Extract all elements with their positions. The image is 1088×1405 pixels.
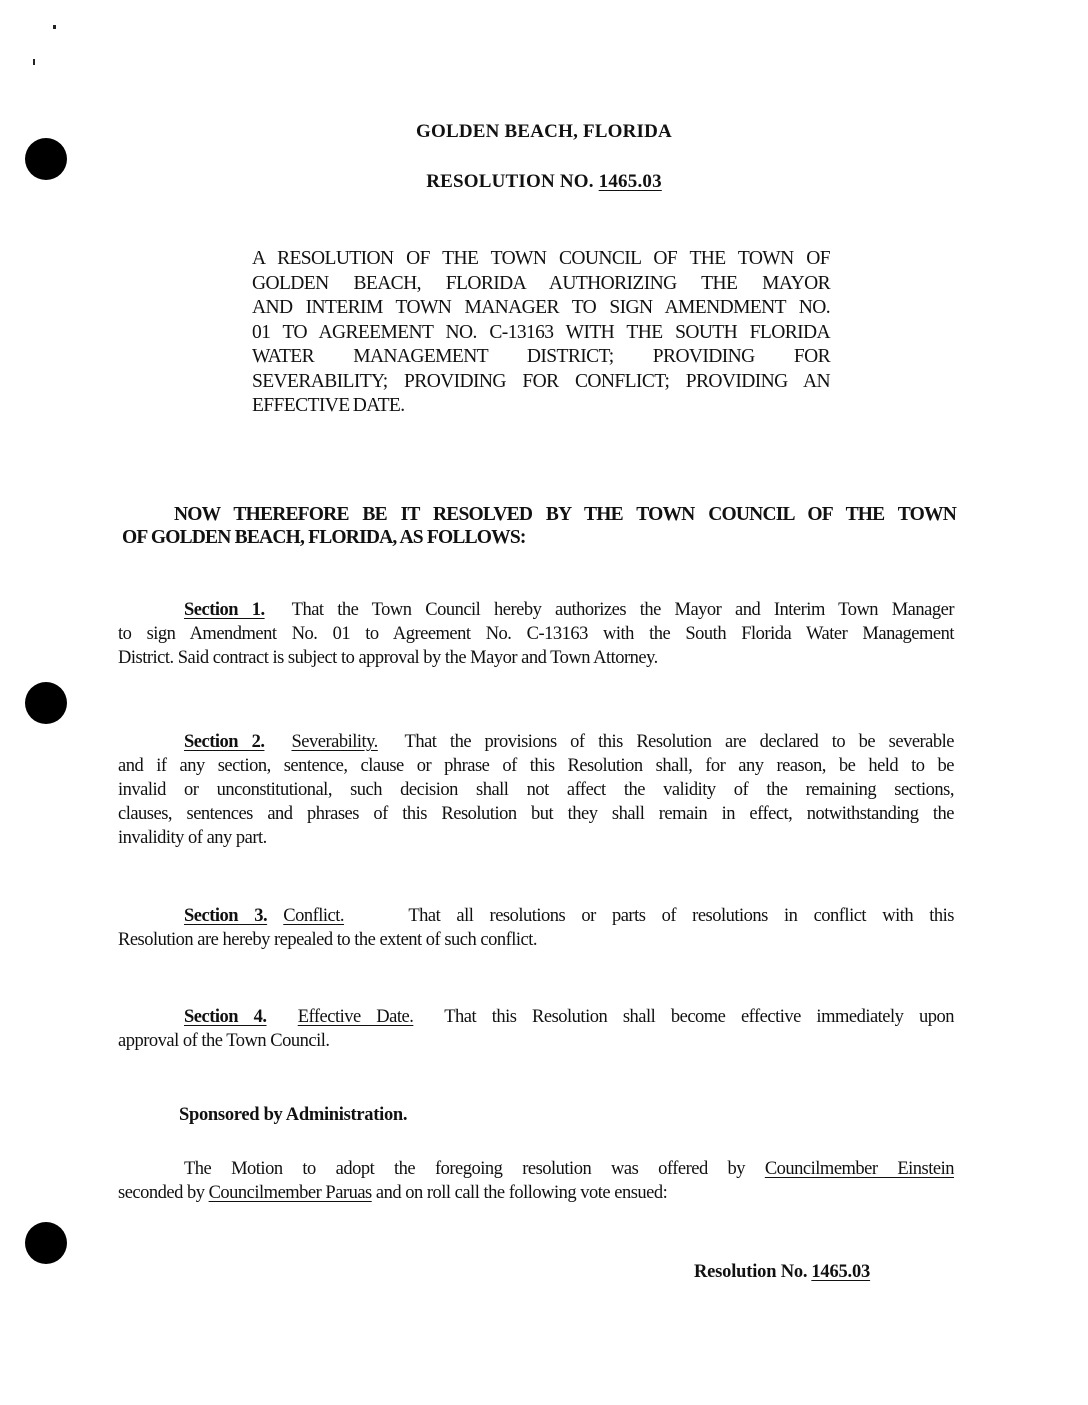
section-heading: Section 2. [184,732,265,752]
section-line [118,904,954,928]
resolution-number: 1465.03 [598,171,662,192]
punch-hole-bottom [25,1222,67,1264]
section-line: clauses, sentences and phrases of this Resolution but they shall remain in effect, notwithstanding the [118,804,954,824]
motion-line [118,1181,954,1205]
abstract-line: A RESOLUTION OF THE TOWN COUNCIL OF THE TOWN OF [252,248,830,269]
resolved-clause [122,503,956,549]
section-subheading: Effective Date. [297,1007,414,1027]
footer-resolution-label: Resolution No. [694,1262,808,1282]
section-text: That the provisions of this Resolution are declared to be severable [404,732,954,752]
abstract-line: GOLDEN BEACH, FLORIDA AUTHORIZING THE MAYOR [252,272,830,294]
section-heading: Section 3. [184,906,268,926]
motion-paragraph [118,1157,954,1205]
resolution-label: RESOLUTION NO. [426,171,594,192]
abstract-line: EFFECTIVE DATE. [252,395,405,416]
section-text: That this Resolution shall become effective immediately upon [444,1007,955,1027]
motion-text: The Motion to adopt the foregoing resolution was offered by [184,1159,746,1179]
scan-speck [33,59,35,65]
motion-line [118,1157,954,1181]
section-subheading: Conflict. [283,906,345,926]
resolution-abstract [252,247,830,419]
resolution-title [0,171,1088,193]
abstract-line: WATER MANAGEMENT DISTRICT; PROVIDING FOR [252,346,830,367]
abstract-line: AND INTERIM TOWN MANAGER TO SIGN AMENDMENT NO. [252,297,830,318]
section-line [118,730,954,754]
section-line: invalid or unconstitutional, such decision shall not affect the validity of the remaining sections, [118,780,954,800]
municipality-title: GOLDEN BEACH, FLORIDA [416,121,672,142]
section-line: approval of the Town Council. [118,1031,330,1051]
section-heading: Section 1. [184,600,265,620]
abstract-line: 01 TO AGREEMENT NO. C-13163 WITH THE SOUTH FLORIDA [252,321,830,343]
footer-resolution [694,1262,892,1283]
resolved-line: OF GOLDEN BEACH, FLORIDA, AS FOLLOWS: [122,527,526,548]
punch-hole-middle [25,682,67,724]
section-line: to sign Amendment No. 01 to Agreement No. C-13163 with the South Florida Water Management [118,624,954,644]
section-line: invalidity of any part. [118,828,267,848]
section-line: and if any section, sentence, clause or phrase of this Resolution shall, for any reason, be held to be [118,756,954,776]
motion-text: and on roll call the following vote ensued: [375,1183,668,1203]
section-line [118,598,954,622]
section-2 [118,730,954,850]
section-4 [118,1005,954,1053]
section-1 [118,598,954,670]
resolved-line: NOW THEREFORE BE IT RESOLVED BY THE TOWN COUNCIL OF THE TOWN [174,504,956,525]
scan-speck [53,25,56,29]
section-text: That the Town Council hereby authorizes the Mayor and Interim Town Manager [291,600,954,620]
section-subheading: Severability. [291,732,378,752]
sponsored-by: Sponsored by Administration. [179,1105,408,1125]
footer-resolution-number: 1465.03 [811,1262,871,1282]
abstract-line: SEVERABILITY; PROVIDING FOR CONFLICT; PROVIDING AN [252,370,830,392]
section-line: District. Said contract is subject to approval by the Mayor and Town Attorney. [118,648,658,668]
mover-name: Councilmember Einstein [764,1159,954,1179]
section-heading: Section 4. [184,1007,267,1027]
section-text: That all resolutions or parts of resolutions in conflict with this [408,906,955,926]
section-line: Resolution are hereby repealed to the extent of such conflict. [118,930,537,950]
section-3 [118,904,954,952]
motion-text: seconded by [118,1183,205,1203]
seconder-name: Councilmember Paruas [208,1183,372,1203]
section-line [118,1005,954,1029]
